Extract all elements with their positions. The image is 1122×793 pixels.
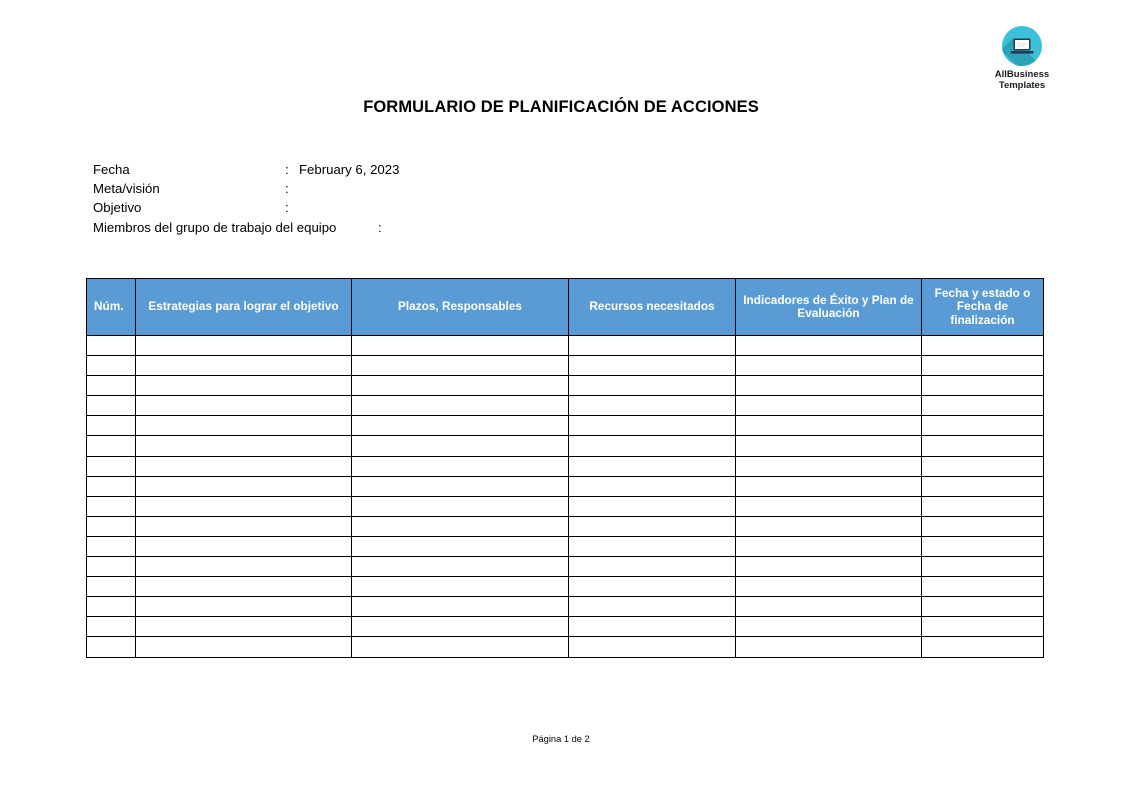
table-cell[interactable] (87, 617, 136, 637)
table-cell[interactable] (136, 536, 352, 556)
table-cell[interactable] (736, 557, 922, 577)
form-meta-fields (93, 160, 399, 237)
table-cell[interactable] (87, 597, 136, 617)
column-header-plazos: Plazos, Responsables (352, 279, 569, 336)
table-cell[interactable] (922, 496, 1044, 516)
table-row (87, 577, 1044, 597)
meta-row-fecha (93, 160, 399, 179)
table-cell[interactable] (352, 436, 569, 456)
table-cell[interactable] (136, 376, 352, 396)
table-cell[interactable] (87, 416, 136, 436)
table-cell[interactable] (922, 336, 1044, 356)
table-cell[interactable] (569, 557, 736, 577)
table-cell[interactable] (136, 356, 352, 376)
meta-label-miembros: Miembros del grupo de trabajo del equipo (93, 219, 337, 235)
table-cell[interactable] (736, 577, 922, 597)
table-cell[interactable] (736, 597, 922, 617)
table-cell[interactable] (136, 396, 352, 416)
table-cell[interactable] (136, 496, 352, 516)
table-cell[interactable] (922, 557, 1044, 577)
table-cell[interactable] (136, 436, 352, 456)
table-cell[interactable] (569, 436, 736, 456)
table-cell[interactable] (136, 577, 352, 597)
column-header-estrategias: Estrategias para lograr el objetivo (136, 279, 352, 336)
table-cell[interactable] (352, 456, 569, 476)
table-cell[interactable] (136, 637, 352, 657)
table-cell[interactable] (736, 416, 922, 436)
table-cell[interactable] (352, 577, 569, 597)
brand-logo-line1: AllBusiness (994, 69, 1050, 80)
meta-label-meta-vision: Meta/visión (93, 181, 160, 197)
meta-value-fecha[interactable]: February 6, 2023 (299, 162, 400, 177)
table-cell[interactable] (922, 376, 1044, 396)
brand-logo-line2: Templates (998, 80, 1046, 91)
table-cell[interactable] (569, 416, 736, 436)
brand-logo (982, 26, 1062, 91)
table-cell[interactable] (87, 516, 136, 536)
table-cell[interactable] (736, 436, 922, 456)
table-cell[interactable] (569, 577, 736, 597)
column-header-fecha-estado: Fecha y estado o Fecha de finalización (922, 279, 1044, 336)
table-cell[interactable] (87, 436, 136, 456)
table-cell[interactable] (352, 557, 569, 577)
table-cell[interactable] (569, 336, 736, 356)
table-cell[interactable] (352, 516, 569, 536)
table-row (87, 516, 1044, 536)
table-cell[interactable] (136, 597, 352, 617)
table-row (87, 597, 1044, 617)
laptop-icon (1002, 26, 1042, 66)
table-cell[interactable] (352, 597, 569, 617)
table-cell[interactable] (922, 516, 1044, 536)
table-body (87, 336, 1044, 658)
table-cell[interactable] (569, 516, 736, 536)
table-row (87, 356, 1044, 376)
column-header-recursos: Recursos necesitados (569, 279, 736, 336)
table-row (87, 476, 1044, 496)
table-cell[interactable] (87, 637, 136, 657)
table-cell[interactable] (569, 637, 736, 657)
table-cell[interactable] (922, 597, 1044, 617)
meta-colon-meta-vision: : (285, 181, 289, 197)
table-cell[interactable] (736, 396, 922, 416)
meta-row-objetivo (93, 198, 399, 217)
table-cell[interactable] (922, 476, 1044, 496)
table-cell[interactable] (736, 456, 922, 476)
table-cell[interactable] (569, 456, 736, 476)
table-cell[interactable] (736, 476, 922, 496)
action-plan-table (86, 278, 1044, 658)
table-cell[interactable] (87, 376, 136, 396)
table-row (87, 416, 1044, 436)
table-cell[interactable] (569, 476, 736, 496)
column-header-indicadores: Indicadores de Éxito y Plan de Evaluación (736, 279, 922, 336)
table-cell[interactable] (922, 416, 1044, 436)
table-cell[interactable] (352, 416, 569, 436)
table-cell[interactable] (736, 336, 922, 356)
table-cell[interactable] (352, 336, 569, 356)
meta-colon-fecha: : (285, 162, 289, 177)
table-row (87, 336, 1044, 356)
meta-label-objetivo: Objetivo (93, 200, 142, 216)
table-cell[interactable] (87, 577, 136, 597)
table-row (87, 536, 1044, 556)
brand-logo-circle (1002, 26, 1042, 66)
table-cell[interactable] (87, 396, 136, 416)
action-plan-table-wrap (86, 278, 1043, 658)
page-footer: Página 1 de 2 (532, 734, 590, 744)
table-cell[interactable] (922, 356, 1044, 376)
table-row (87, 637, 1044, 657)
table-cell[interactable] (736, 536, 922, 556)
table-cell[interactable] (87, 356, 136, 376)
table-cell[interactable] (87, 336, 136, 356)
meta-colon-miembros: : (378, 219, 382, 235)
meta-row-meta-vision (93, 179, 399, 198)
table-row (87, 436, 1044, 456)
table-cell[interactable] (136, 416, 352, 436)
table-cell[interactable] (87, 496, 136, 516)
brand-logo-text (982, 69, 1062, 91)
table-row (87, 617, 1044, 637)
table-cell[interactable] (922, 536, 1044, 556)
table-cell[interactable] (569, 376, 736, 396)
table-cell[interactable] (569, 597, 736, 617)
table-cell[interactable] (136, 476, 352, 496)
table-row (87, 557, 1044, 577)
table-cell[interactable] (736, 376, 922, 396)
table-cell[interactable] (736, 356, 922, 376)
table-cell[interactable] (136, 336, 352, 356)
table-cell[interactable] (922, 436, 1044, 456)
table-row (87, 396, 1044, 416)
table-row (87, 376, 1044, 396)
table-cell[interactable] (352, 536, 569, 556)
table-cell[interactable] (136, 456, 352, 476)
table-cell[interactable] (569, 536, 736, 556)
table-cell[interactable] (136, 516, 352, 536)
table-cell[interactable] (569, 617, 736, 637)
table-cell[interactable] (352, 376, 569, 396)
page-title: FORMULARIO DE PLANIFICACIÓN DE ACCIONES (363, 98, 759, 116)
meta-row-miembros (93, 218, 399, 237)
table-row (87, 496, 1044, 516)
table-cell[interactable] (352, 356, 569, 376)
table-header-row (87, 279, 1044, 336)
table-cell[interactable] (922, 456, 1044, 476)
table-cell[interactable] (352, 396, 569, 416)
table-cell[interactable] (922, 617, 1044, 637)
table-cell[interactable] (136, 557, 352, 577)
table-cell[interactable] (136, 617, 352, 637)
table-cell[interactable] (922, 396, 1044, 416)
table-cell[interactable] (569, 496, 736, 516)
table-cell[interactable] (352, 476, 569, 496)
column-header-num: Núm. (87, 279, 136, 336)
table-cell[interactable] (922, 637, 1044, 657)
table-cell[interactable] (736, 637, 922, 657)
table-cell[interactable] (736, 617, 922, 637)
meta-colon-objetivo: : (285, 200, 289, 216)
table-cell[interactable] (87, 456, 136, 476)
table-cell[interactable] (922, 577, 1044, 597)
table-cell[interactable] (569, 356, 736, 376)
table-cell[interactable] (87, 536, 136, 556)
table-cell[interactable] (569, 396, 736, 416)
table-cell[interactable] (352, 637, 569, 657)
table-cell[interactable] (352, 496, 569, 516)
table-cell[interactable] (736, 516, 922, 536)
table-cell[interactable] (352, 617, 569, 637)
table-row (87, 456, 1044, 476)
meta-label-fecha: Fecha (93, 162, 130, 177)
table-cell[interactable] (87, 557, 136, 577)
table-cell[interactable] (87, 476, 136, 496)
table-cell[interactable] (736, 496, 922, 516)
